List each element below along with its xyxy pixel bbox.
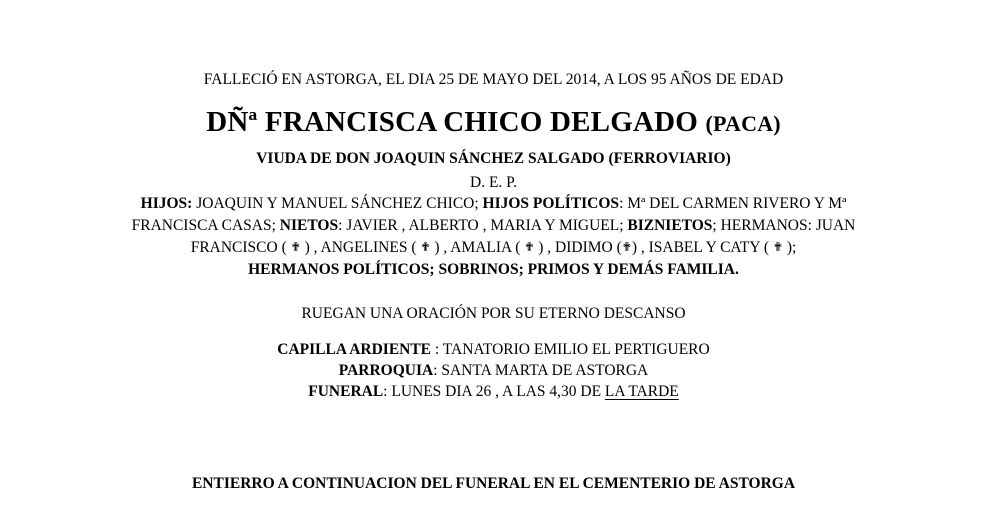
children-in-law-names: : Mª DEL CARMEN RIVERO Y Mª bbox=[619, 195, 847, 212]
cross-icon: ✟ bbox=[621, 240, 632, 254]
cross-icon: ✟ bbox=[420, 240, 431, 254]
cross-icon: ✟ bbox=[524, 240, 535, 254]
parish-label: PARROQUIA bbox=[338, 362, 434, 379]
sibling-didimo: ) , DIDIMO ( bbox=[534, 239, 622, 256]
family-line-1 bbox=[0, 196, 987, 212]
grandchildren-label: NIETOS bbox=[279, 217, 339, 234]
cross-icon: ✟ bbox=[772, 240, 783, 254]
sibling-angelines: ) , ANGELINES ( bbox=[300, 239, 421, 256]
children-in-law-names-cont: FRANCISCA CASAS; bbox=[131, 217, 280, 234]
deceased-nickname: (PACA) bbox=[705, 111, 781, 136]
sibling-isabel-caty: ) , ISABEL Y CATY ( bbox=[631, 239, 773, 256]
deceased-name bbox=[0, 108, 987, 137]
funeral-value: : LUNES DIA 26 , A LAS 4,30 DE bbox=[383, 383, 605, 400]
death-announcement: FALLECIÓ EN ASTORGA, EL DIA 25 DE MAYO DEL 2014, A LOS 95 AÑOS DE EDAD bbox=[203, 71, 784, 88]
children-label: HIJOS: bbox=[140, 195, 193, 212]
widow-line: VIUDA DE DON JOAQUIN SÁNCHEZ SALGADO (FERROVIARIO) bbox=[256, 150, 731, 167]
cross-icon: ✟ bbox=[290, 240, 301, 254]
chapel-value: : TANATORIO EMILIO EL PERTIGUERO bbox=[431, 341, 710, 358]
sibling-francisco: FRANCISCO ( bbox=[190, 239, 291, 256]
funeral-label: FUNERAL bbox=[308, 383, 384, 400]
siblings-end: ); bbox=[782, 239, 797, 256]
children-in-law-label: HIJOS POLÍTICOS bbox=[482, 195, 620, 212]
chapel-label: CAPILLA ARDIENTE bbox=[277, 341, 432, 358]
parish-value: : SANTA MARTA DE ASTORGA bbox=[433, 362, 649, 379]
parish-line bbox=[0, 363, 987, 379]
deceased-full-name: DÑª FRANCISCA CHICO DELGADO bbox=[206, 106, 699, 138]
great-grandchildren-label: BIZNIETOS bbox=[627, 217, 713, 234]
burial-line: ENTIERRO A CONTINUACION DEL FUNERAL EN EL CEMENTERIO DE ASTORGA bbox=[191, 475, 796, 492]
prayer-request: RUEGAN UNA ORACIÓN POR SU ETERNO DESCANSO bbox=[301, 305, 686, 322]
children-names: JOAQUIN Y MANUEL SÁNCHEZ CHICO; bbox=[192, 195, 483, 212]
siblings-start: ; HERMANOS: JUAN bbox=[712, 217, 856, 234]
chapel-line bbox=[0, 342, 987, 358]
family-closing: HERMANOS POLÍTICOS; SOBRINOS; PRIMOS Y DEMÁS FAMILIA. bbox=[248, 261, 739, 278]
sibling-amalia: ) , AMALIA ( bbox=[430, 239, 525, 256]
grandchildren-names: : JAVIER , ALBERTO , MARIA Y MIGUEL; bbox=[338, 217, 628, 234]
funeral-line bbox=[0, 384, 987, 400]
family-line-3 bbox=[0, 240, 987, 256]
rest-in-peace: D. E. P. bbox=[470, 174, 517, 191]
funeral-time-underlined: LA TARDE bbox=[604, 383, 679, 400]
family-line-2 bbox=[0, 218, 987, 234]
